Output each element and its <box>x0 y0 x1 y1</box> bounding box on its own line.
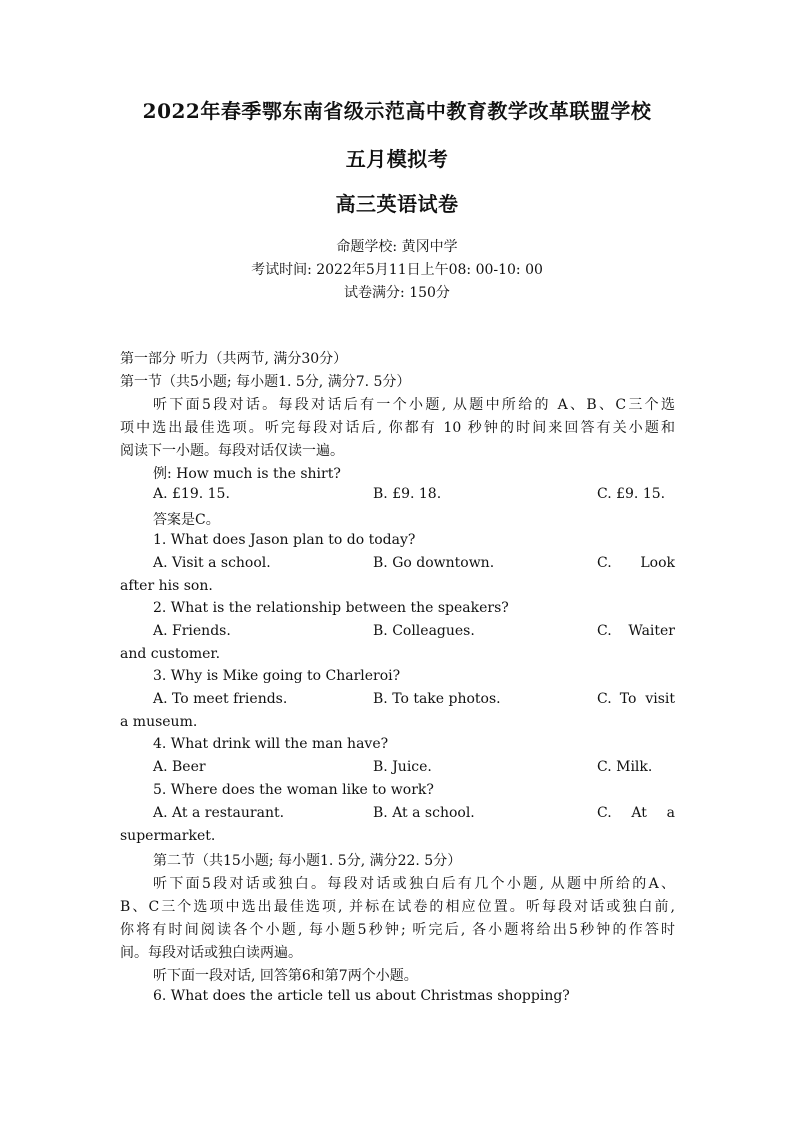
paper-title: 高三英语试卷 <box>335 192 459 216</box>
q5-option-c-continued: supermarket. <box>120 828 216 844</box>
section1-instruction-line2: 项中选出最佳选项。听完每段对话后, 你都有 10 秒钟的时间来回答有关小题和 <box>120 420 675 436</box>
q3-option-c-letter: C. <box>597 691 612 707</box>
q5-option-a: A. At a restaurant. <box>153 805 285 821</box>
q2-option-c-letter: C. <box>597 623 612 639</box>
section2-instruction-line1: 听下面5段对话或独白。每段对话或独白后有几个小题, 从题中所给的A、 <box>153 876 675 892</box>
q1-option-b: B. Go downtown. <box>373 555 495 571</box>
exam-school: 命题学校: 黄冈中学 <box>336 239 458 255</box>
question-1: 1. What does Jason plan to do today? <box>153 532 416 548</box>
q5-option-b: B. At a school. <box>373 805 475 821</box>
q1-option-c <box>597 555 675 571</box>
q4-option-c: C. Milk. <box>597 759 653 775</box>
q2-option-b: B. Colleagues. <box>373 623 475 639</box>
q4-option-b: B. Juice. <box>373 759 432 775</box>
q2-option-c-text: Waiter <box>628 623 675 639</box>
q3-option-c <box>597 691 675 707</box>
section1-instruction-line1: 听下面5段对话。每段对话后有一个小题, 从题中所给的 A、B、C三个选 <box>153 397 675 413</box>
example-option-b: B. £9. 18. <box>373 486 442 502</box>
q2-option-c <box>597 623 675 639</box>
question-2: 2. What is the relationship between the speakers? <box>153 600 509 616</box>
example-answer: 答案是C。 <box>153 512 220 528</box>
q2-option-c-continued: and customer. <box>120 646 221 662</box>
section1-heading: 第一节（共5小题; 每小题1. 5分, 满分7. 5分） <box>120 374 411 390</box>
section2-instruction-line4: 间。每段对话或独白读两遍。 <box>120 945 302 961</box>
exam-subtitle: 五月模拟考 <box>345 147 449 171</box>
dialog-prompt: 听下面一段对话, 回答第6和第7两个小题。 <box>153 968 418 984</box>
section1-instruction-line3: 阅读下一小题。每段对话仅读一遍。 <box>120 443 344 459</box>
q5-option-c-letter: C. <box>597 805 612 821</box>
q5-option-c <box>597 805 675 821</box>
q2-option-a: A. Friends. <box>153 623 231 639</box>
question-5: 5. Where does the woman like to work? <box>153 782 434 798</box>
question-4: 4. What drink will the man have? <box>153 736 389 752</box>
q5-option-c-word1: At <box>631 805 647 821</box>
section2-instruction-line3: 你将有时间阅读各个小题, 每小题5秒钟; 听完后, 各小题将给出5秒钟的作答时 <box>120 922 675 938</box>
example-option-a: A. £19. 15. <box>153 486 230 502</box>
part1-heading: 第一部分 听力（共两节, 满分30分） <box>120 351 348 367</box>
q5-option-c-word2: a <box>666 805 675 821</box>
q4-option-a: A. Beer <box>153 759 206 775</box>
example-question: 例: How much is the shirt? <box>153 466 341 482</box>
section2-instruction-line2: B、C三个选项中选出最佳选项, 并标在试卷的相应位置。听每段对话或独白前, <box>120 899 675 915</box>
exam-full-score: 试卷满分: 150分 <box>344 285 450 301</box>
example-option-c: C. £9. 15. <box>597 486 666 502</box>
question-3: 3. Why is Mike going to Charleroi? <box>153 668 401 684</box>
section2-heading: 第二节（共15小题; 每小题1. 5分, 满分22. 5分） <box>153 853 462 869</box>
q3-option-c-text: To visit <box>619 691 675 707</box>
exam-time: 考试时间: 2022年5月11日上午08: 00-10: 00 <box>251 262 543 278</box>
question-6: 6. What does the article tell us about Christmas shopping? <box>153 988 570 1004</box>
q1-option-c-text: Look <box>640 555 675 571</box>
exam-title: 2022年春季鄂东南省级示范高中教育教学改革联盟学校 <box>142 99 652 123</box>
q3-option-b: B. To take photos. <box>373 691 501 707</box>
q3-option-a: A. To meet friends. <box>153 691 288 707</box>
q1-option-c-continued: after his son. <box>120 578 213 594</box>
q1-option-c-letter: C. <box>597 555 612 571</box>
q3-option-c-continued: a museum. <box>120 714 198 730</box>
q1-option-a: A. Visit a school. <box>153 555 271 571</box>
